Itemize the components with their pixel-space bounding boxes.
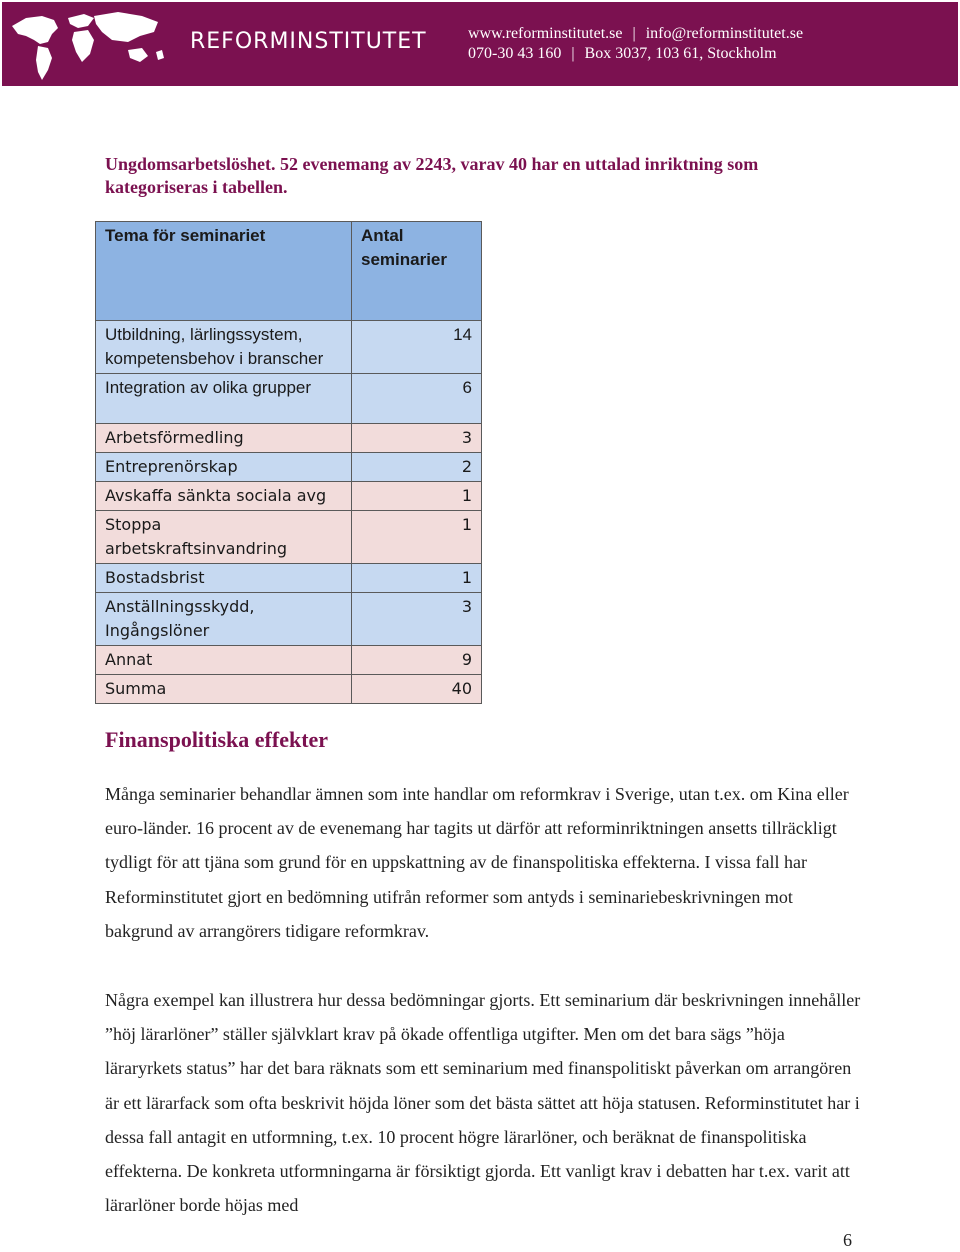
- header-count: Antal seminarier: [352, 222, 482, 321]
- row-topic: Entreprenörskap: [96, 453, 352, 482]
- row-topic: Summa: [96, 675, 352, 704]
- row-count: 1: [352, 564, 482, 593]
- row-count: 3: [352, 424, 482, 453]
- row-count: 1: [352, 482, 482, 511]
- table-row: [96, 564, 482, 593]
- table-header-row: [96, 222, 482, 321]
- row-topic: Arbetsförmedling: [96, 424, 352, 453]
- row-count: 1: [352, 511, 482, 564]
- page-number: 6: [843, 1230, 852, 1250]
- phone-number: 070-30 43 160: [468, 45, 562, 62]
- table-row: [96, 453, 482, 482]
- row-topic: Bostadsbrist: [96, 564, 352, 593]
- header-topic: Tema för seminariet: [96, 222, 352, 321]
- world-map-logo-icon: [8, 6, 174, 84]
- table-row: [96, 482, 482, 511]
- contact-info: [468, 24, 803, 64]
- row-topic: Anställningsskydd, Ingångslöner: [96, 593, 352, 646]
- table-row: [96, 424, 482, 453]
- email-link[interactable]: info@reforminstitutet.se: [645, 25, 804, 42]
- body-paragraph: Många seminarier behandlar ämnen som inte handlar om reformkrav i Sverige, utan t.ex. om Kina eller euro-länder. 16 procent av de evenemang har tagits ut därför att reforminriktningen ansetts tillräckligt tydligt för att tjäna som grund för en uppskattning av de finanspolitiska effekterna. I vissa fall har Reforminstitutet gjort en bedömning utifrån reformer som antyds i seminariebeskrivningen mot bakgrund av arrangörers tidigare reformkrav.: [105, 784, 849, 941]
- intro-text: Ungdomsarbetslöshet. 52 evenemang av 2243, varav 40 har en uttalad inriktning som kategoriseras i tabellen.: [105, 154, 759, 197]
- row-topic: Stoppa arbetskraftsinvandring: [96, 511, 352, 564]
- row-topic: Annat: [96, 646, 352, 675]
- table-row: [96, 675, 482, 704]
- table-row: [96, 374, 482, 424]
- row-count: 2: [352, 453, 482, 482]
- postal-address: Box 3037, 103 61, Stockholm: [584, 45, 777, 62]
- separator: |: [571, 45, 575, 62]
- separator: |: [632, 25, 636, 42]
- row-count: 9: [352, 646, 482, 675]
- body-paragraph: Några exempel kan illustrera hur dessa bedömningar gjorts. Ett seminarium där beskrivningen innehåller ”höj lärarlöner” ställer självklart krav på ökade offentliga utgifter. Men om det bara sägs ”höja läraryrkets status” har det bara räknats som ett seminarium med finanspolitiskt påverkan om arrangören är ett lärarfack som ofta beskrivit höjda löner som det bästa sättet att höja statusen. Reforminstitutet har i dessa fall antagit en utformning, t.ex. 10 procent högre lärarlöner, och beräknat de finanspolitiska effekterna. De konkreta utformningarna är försiktigt gjorda. Ett vanligt krav i debatten har t.ex. varit att lärarlöner borde höjas med: [105, 990, 861, 1216]
- row-topic: Utbildning, lärlingssystem, kompetensbehov i branscher: [96, 321, 352, 374]
- table-row: [96, 646, 482, 675]
- table-row: [96, 511, 482, 564]
- row-count: 14: [352, 321, 482, 374]
- contact-line-1: [468, 24, 803, 44]
- page-header: [2, 2, 958, 86]
- table-row: [96, 593, 482, 646]
- row-topic: Avskaffa sänkta sociala avg: [96, 482, 352, 511]
- section-title: Finanspolitiska effekter: [105, 727, 329, 752]
- seminar-topics-table: [95, 221, 482, 704]
- row-count: 3: [352, 593, 482, 646]
- table-row: [96, 321, 482, 374]
- website-link[interactable]: www.reforminstitutet.se: [468, 25, 623, 42]
- row-count: 40: [352, 675, 482, 704]
- contact-line-2: [468, 44, 803, 64]
- row-topic: Integration av olika grupper: [96, 374, 352, 424]
- row-count: 6: [352, 374, 482, 424]
- brand-name: REFORMINSTITUTET: [190, 29, 427, 54]
